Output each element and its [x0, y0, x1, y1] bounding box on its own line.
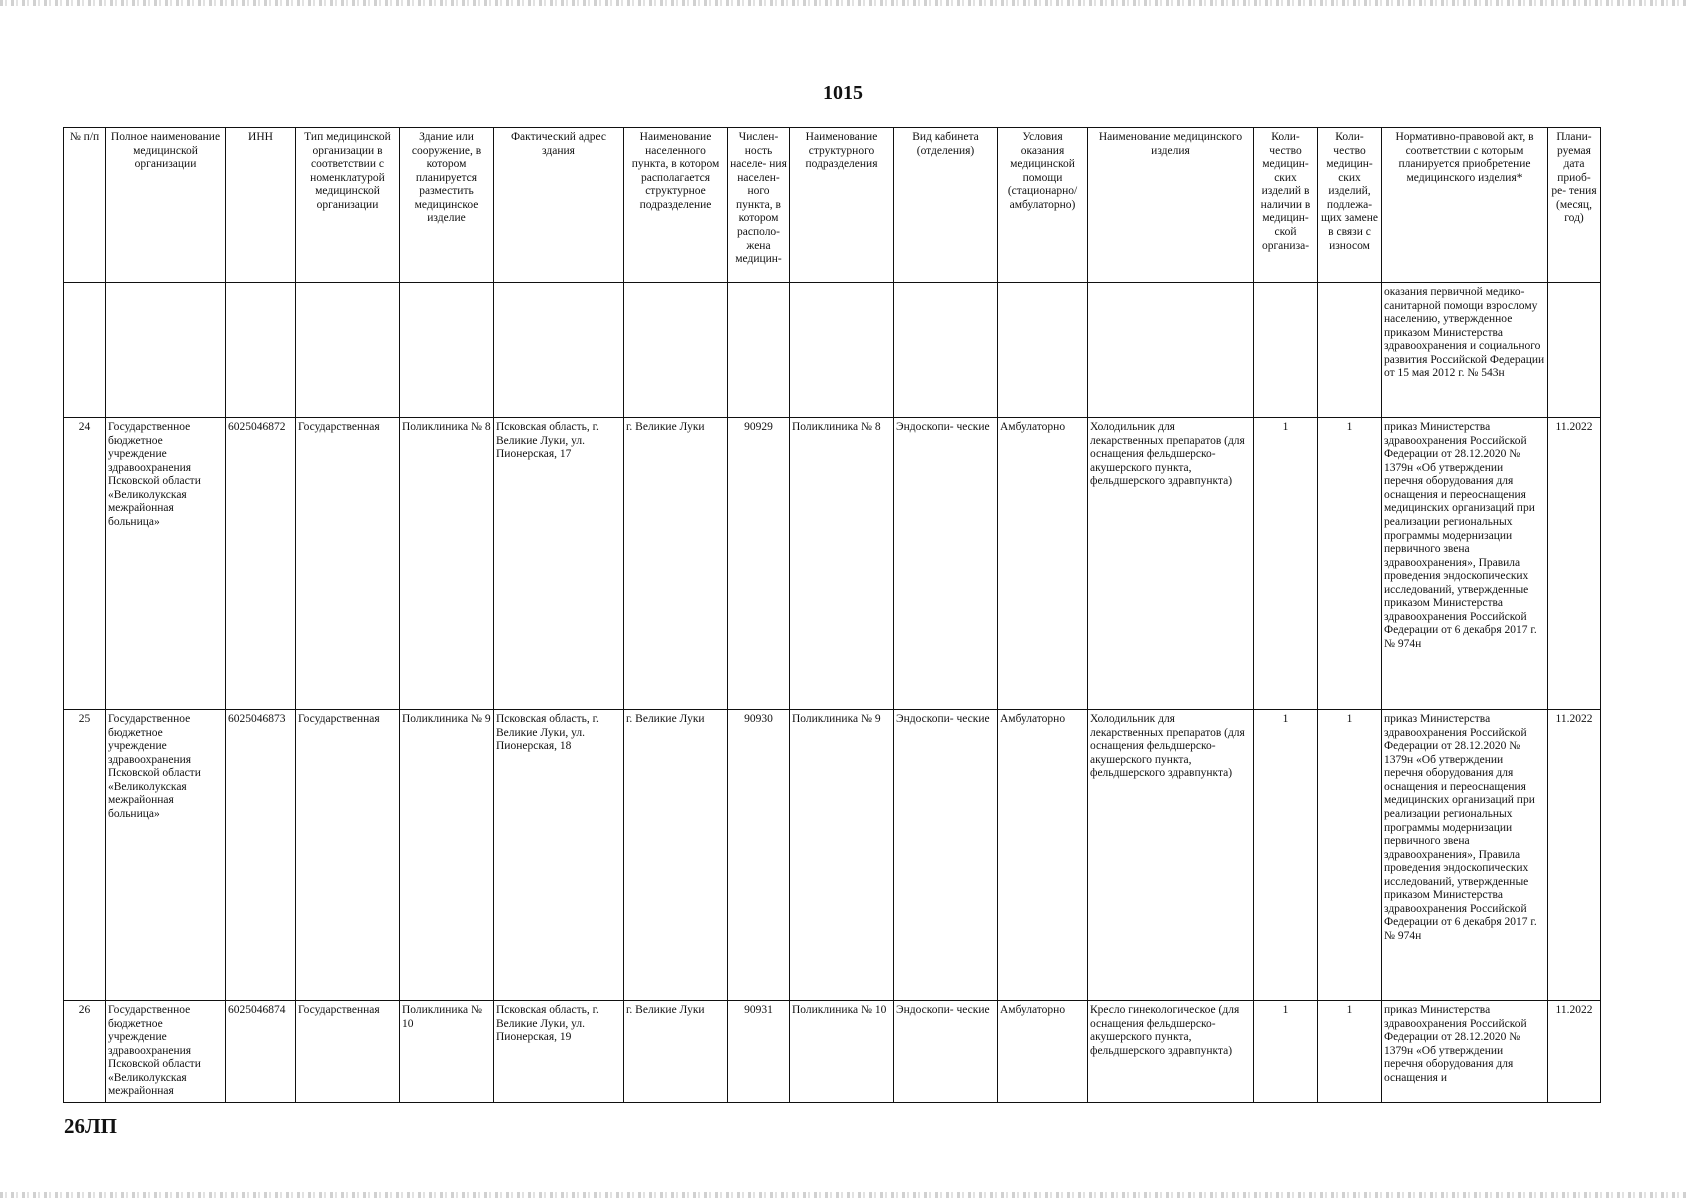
- cell-device: Кресло гинекологическое (для оснащения фельдшерско-акушерского пункта, фельдшерского здравпункта): [1088, 1001, 1254, 1103]
- cell-device: Холодильник для лекарственных препаратов (для оснащения фельдшерско-акушерского пункта, фельдшерского здравпункта): [1088, 710, 1254, 1001]
- cell-org-type: Государственная: [296, 418, 400, 710]
- cell-inn: 6025046873: [226, 710, 296, 1001]
- cell-settlement: г. Великие Луки: [624, 1001, 728, 1103]
- table-header-row: [64, 128, 1601, 283]
- cell-organization: Государственное бюджетное учреждение здравоохранения Псковской области «Великолукская межрайонная больница»: [106, 710, 226, 1001]
- cell-unit: Поликлиника № 10: [790, 1001, 894, 1103]
- cell-address: Псковская область, г. Великие Луки, ул. Пионерская, 18: [494, 710, 624, 1001]
- cell-unit: Поликлиника № 9: [790, 710, 894, 1001]
- cell-inn: 6025046874: [226, 1001, 296, 1103]
- header-inn: ИНН: [226, 128, 296, 283]
- equipment-register-table: [63, 127, 1601, 1103]
- header-population: Числен- ность населе- ния населен- ного пункта, в котором располо- жена медицин-: [728, 128, 790, 283]
- cell-org-type: Государственная: [296, 1001, 400, 1103]
- cell-population: 90929: [728, 418, 790, 710]
- cell-org-type: Государственная: [296, 710, 400, 1001]
- cell-qty-available: 1: [1254, 418, 1318, 710]
- cell-cabinet-type: Эндоскопи- ческие: [894, 418, 998, 710]
- cell-conditions: Амбулаторно: [998, 710, 1088, 1001]
- sheet-code: 26ЛП: [64, 1114, 117, 1138]
- cell-qty-replace: 1: [1318, 710, 1382, 1001]
- cell-building: Поликлиника № 8: [400, 418, 494, 710]
- cell-conditions: Амбулаторно: [998, 418, 1088, 710]
- cell-planned-date: 11.2022: [1548, 1001, 1601, 1103]
- cell-unit: Поликлиника № 8: [790, 418, 894, 710]
- cell-building: Поликлиника № 9: [400, 710, 494, 1001]
- cell-address: Псковская область, г. Великие Луки, ул. Пионерская, 17: [494, 418, 624, 710]
- header-qty-available: Коли- чество медицин- ских изделий в наличии в медицин- ской организа-: [1254, 128, 1318, 283]
- cell-conditions: Амбулаторно: [998, 1001, 1088, 1103]
- cell-num: 25: [64, 710, 106, 1001]
- header-settlement: Наименование населенного пункта, в котором располагается структурное подразделение: [624, 128, 728, 283]
- cell-building: Поликлиника № 10: [400, 1001, 494, 1103]
- cell-settlement: г. Великие Луки: [624, 710, 728, 1001]
- cell-legal-act: приказ Министерства здравоохранения Российской Федерации от 28.12.2020 № 1379н «Об утверждении перечня оборудования для оснащения и переоснащения медицинских организаций при реализации региональных программы модернизации первичного звена здравоохранения», Правила проведения эндоскопических исследований, утвержденные приказом Министерства здравоохранения Российской Федерации от 6 декабря 2017 г. № 974н: [1382, 710, 1548, 1001]
- header-org-type: Тип медицинской организации в соответствии с номенклатурой медицинской организации: [296, 128, 400, 283]
- cell-legal-act: оказания первичной медико-санитарной помощи взрослому населению, утвержденное приказом Министерства здравоохранения и социального развития Российской Федерации от 15 мая 2012 г. № 543н: [1382, 283, 1548, 418]
- cell-population: 90931: [728, 1001, 790, 1103]
- scan-edge-bottom: [0, 1192, 1686, 1198]
- cell-inn: 6025046872: [226, 418, 296, 710]
- table-row: [64, 1001, 1601, 1103]
- table-row-continuation: [64, 283, 1601, 418]
- header-building: Здание или сооружение, в котором планируется разместить медицинское изделие: [400, 128, 494, 283]
- cell-cabinet-type: Эндоскопи- ческие: [894, 710, 998, 1001]
- header-planned-date: Плани- руемая дата приоб- ре- тения (месяц, год): [1548, 128, 1601, 283]
- cell-organization: Государственное бюджетное учреждение здравоохранения Псковской области «Великолукская межрайонная больница»: [106, 418, 226, 710]
- cell-planned-date: 11.2022: [1548, 418, 1601, 710]
- header-device: Наименование медицинского изделия: [1088, 128, 1254, 283]
- cell-cabinet-type: Эндоскопи- ческие: [894, 1001, 998, 1103]
- cell-qty-replace: 1: [1318, 1001, 1382, 1103]
- cell-legal-act: приказ Министерства здравоохранения Российской Федерации от 28.12.2020 № 1379н «Об утверждении перечня оборудования для оснащения и: [1382, 1001, 1548, 1103]
- header-num: № п/п: [64, 128, 106, 283]
- cell-settlement: г. Великие Луки: [624, 418, 728, 710]
- cell-num: 26: [64, 1001, 106, 1103]
- table-row: [64, 710, 1601, 1001]
- cell-qty-available: 1: [1254, 710, 1318, 1001]
- page-number: 1015: [823, 82, 863, 104]
- cell-organization: Государственное бюджетное учреждение здравоохранения Псковской области «Великолукская межрайонная: [106, 1001, 226, 1103]
- header-unit: Наименование структурного подразделения: [790, 128, 894, 283]
- cell-device: Холодильник для лекарственных препаратов (для оснащения фельдшерско-акушерского пункта, фельдшерского здравпункта): [1088, 418, 1254, 710]
- header-cabinet-type: Вид кабинета (отделения): [894, 128, 998, 283]
- header-legal-act: Нормативно-правовой акт, в соответствии с которым планируется приобретение медицинского изделия*: [1382, 128, 1548, 283]
- header-address: Фактический адрес здания: [494, 128, 624, 283]
- cell-address: Псковская область, г. Великие Луки, ул. Пионерская, 19: [494, 1001, 624, 1103]
- table-row: [64, 418, 1601, 710]
- cell-planned-date: 11.2022: [1548, 710, 1601, 1001]
- header-qty-replace: Коли- чество медицин- ских изделий, подлежа- щих замене в связи с износом: [1318, 128, 1382, 283]
- header-conditions: Условия оказания медицинской помощи (стационарно/ амбулаторно): [998, 128, 1088, 283]
- cell-qty-available: 1: [1254, 1001, 1318, 1103]
- scan-edge-top: [0, 0, 1686, 6]
- cell-qty-replace: 1: [1318, 418, 1382, 710]
- header-organization: Полное наименование медицинской организации: [106, 128, 226, 283]
- cell-legal-act: приказ Министерства здравоохранения Российской Федерации от 28.12.2020 № 1379н «Об утверждении перечня оборудования для оснащения и переоснащения медицинских организаций при реализации региональных программы модернизации первичного звена здравоохранения», Правила проведения эндоскопических исследований, утвержденные приказом Министерства здравоохранения Российской Федерации от 6 декабря 2017 г. № 974н: [1382, 418, 1548, 710]
- cell-population: 90930: [728, 710, 790, 1001]
- cell-num: 24: [64, 418, 106, 710]
